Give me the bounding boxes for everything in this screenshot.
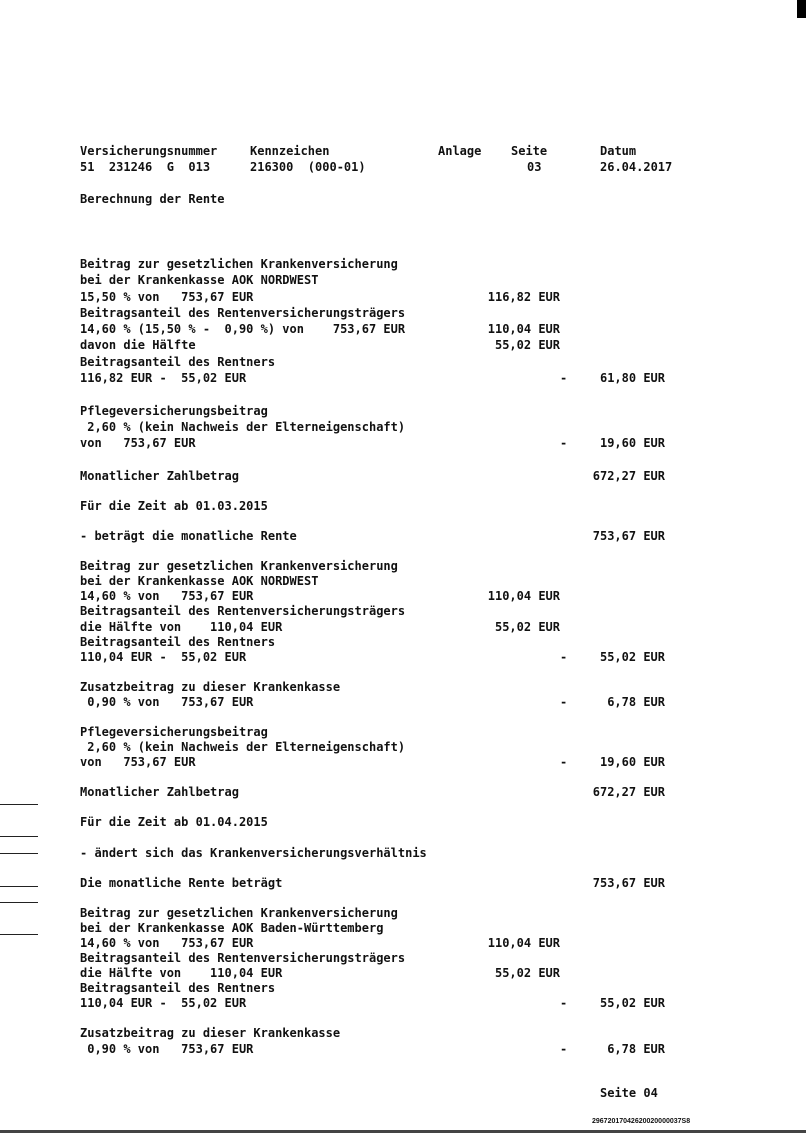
barcode-number: 29672017042620020000037S8	[592, 1118, 691, 1125]
line-text: 14,60 % (15,50 % - 0,90 %) von 753,67 EUR	[80, 322, 406, 336]
line-text: 14,60 % von 753,67 EUR	[80, 589, 254, 603]
line-text: davon die Hälfte	[80, 338, 196, 352]
line-text: 110,04 EUR - 55,02 EUR	[80, 996, 247, 1010]
line-amount: 61,80 EUR	[599, 371, 665, 385]
line-subtotal: 110,04 EUR	[487, 936, 560, 950]
line-amount: 672,27 EUR	[592, 469, 665, 483]
fold-line	[0, 836, 38, 837]
line-text: Pflegeversicherungsbeitrag	[80, 725, 268, 739]
header-date-label: Datum	[600, 144, 637, 158]
header-attachment-label: Anlage	[438, 144, 482, 158]
line-text: Die monatliche Rente beträgt	[80, 876, 283, 890]
line-text: - beträgt die monatliche Rente	[80, 529, 297, 543]
line-subtotal: 110,04 EUR	[487, 322, 560, 336]
line-text: Monatlicher Zahlbetrag	[80, 785, 239, 799]
line-text: bei der Krankenkasse AOK NORDWEST	[80, 273, 319, 287]
line-subtotal: 116,82 EUR	[487, 290, 560, 304]
line-text: Beitragsanteil des Rentners	[80, 355, 276, 369]
line-minus-sign: -	[560, 1042, 568, 1056]
line-amount: 55,02 EUR	[599, 650, 665, 664]
line-text: Beitragsanteil des Rentners	[80, 635, 276, 649]
line-amount: 672,27 EUR	[592, 785, 665, 799]
line-amount: 753,67 EUR	[592, 876, 665, 890]
header-insurance-number-label: Versicherungsnummer	[80, 144, 218, 158]
line-text: Beitragsanteil des Rentenversicherungsträgers	[80, 604, 406, 618]
line-text: Zusatzbeitrag zu dieser Krankenkasse	[80, 1026, 341, 1040]
line-text: 14,60 % von 753,67 EUR	[80, 936, 254, 950]
line-text: von 753,67 EUR	[80, 755, 196, 769]
fold-line	[0, 934, 38, 935]
line-text: Monatlicher Zahlbetrag	[80, 469, 239, 483]
line-text: Beitragsanteil des Rentners	[80, 981, 276, 995]
line-text: Für die Zeit ab 01.04.2015	[80, 815, 268, 829]
line-subtotal: 55,02 EUR	[494, 338, 560, 352]
next-page-label: Seite 04	[600, 1086, 658, 1100]
date-value: 26.04.2017	[600, 160, 673, 174]
code-value: 216300 (000-01)	[250, 160, 366, 174]
line-amount: 55,02 EUR	[599, 996, 665, 1010]
line-minus-sign: -	[560, 436, 568, 450]
line-amount: 19,60 EUR	[599, 436, 665, 450]
line-text: Für die Zeit ab 01.03.2015	[80, 499, 268, 513]
line-minus-sign: -	[560, 650, 568, 664]
line-text: Beitragsanteil des Rentenversicherungsträgers	[80, 951, 406, 965]
line-text: 0,90 % von 753,67 EUR	[80, 1042, 254, 1056]
line-text: Beitrag zur gesetzlichen Krankenversicherung	[80, 906, 398, 920]
fold-line	[0, 902, 38, 903]
line-text: 15,50 % von 753,67 EUR	[80, 290, 254, 304]
line-text: Beitrag zur gesetzlichen Krankenversicherung	[80, 559, 398, 573]
line-text: von 753,67 EUR	[80, 436, 196, 450]
line-subtotal: 55,02 EUR	[494, 966, 560, 980]
line-minus-sign: -	[560, 996, 568, 1010]
line-subtotal: 55,02 EUR	[494, 620, 560, 634]
line-text: Beitragsanteil des Rentenversicherungsträgers	[80, 306, 406, 320]
corner-mark-top-right	[797, 0, 806, 18]
line-amount: 6,78 EUR	[607, 1042, 665, 1056]
line-text: 116,82 EUR - 55,02 EUR	[80, 371, 247, 385]
line-text: 110,04 EUR - 55,02 EUR	[80, 650, 247, 664]
page-value: 03	[527, 160, 542, 174]
insurance-number: 51 231246 G 013	[80, 160, 211, 174]
line-text: bei der Krankenkasse AOK NORDWEST	[80, 574, 319, 588]
header-page-label: Seite	[511, 144, 548, 158]
line-subtotal: 110,04 EUR	[487, 589, 560, 603]
line-text: die Hälfte von 110,04 EUR	[80, 966, 283, 980]
line-text: Zusatzbeitrag zu dieser Krankenkasse	[80, 680, 341, 694]
fold-line	[0, 853, 38, 854]
header-code-label: Kennzeichen	[250, 144, 330, 158]
page-title: Berechnung der Rente	[80, 192, 225, 206]
line-amount: 19,60 EUR	[599, 755, 665, 769]
line-text: Beitrag zur gesetzlichen Krankenversicherung	[80, 257, 398, 271]
line-minus-sign: -	[560, 755, 568, 769]
line-text: die Hälfte von 110,04 EUR	[80, 620, 283, 634]
line-text: bei der Krankenkasse AOK Baden-Württemberg	[80, 921, 384, 935]
line-text: - ändert sich das Krankenversicherungsverhältnis	[80, 846, 427, 860]
fold-line	[0, 886, 38, 887]
line-minus-sign: -	[560, 695, 568, 709]
line-minus-sign: -	[560, 371, 568, 385]
line-text: 0,90 % von 753,67 EUR	[80, 695, 254, 709]
line-text: 2,60 % (kein Nachweis der Elterneigenschaft)	[80, 420, 406, 434]
corner-mark-bottom	[0, 1130, 806, 1133]
fold-line	[0, 804, 38, 805]
line-text: Pflegeversicherungsbeitrag	[80, 404, 268, 418]
line-text: 2,60 % (kein Nachweis der Elterneigenschaft)	[80, 740, 406, 754]
line-amount: 6,78 EUR	[607, 695, 665, 709]
line-amount: 753,67 EUR	[592, 529, 665, 543]
